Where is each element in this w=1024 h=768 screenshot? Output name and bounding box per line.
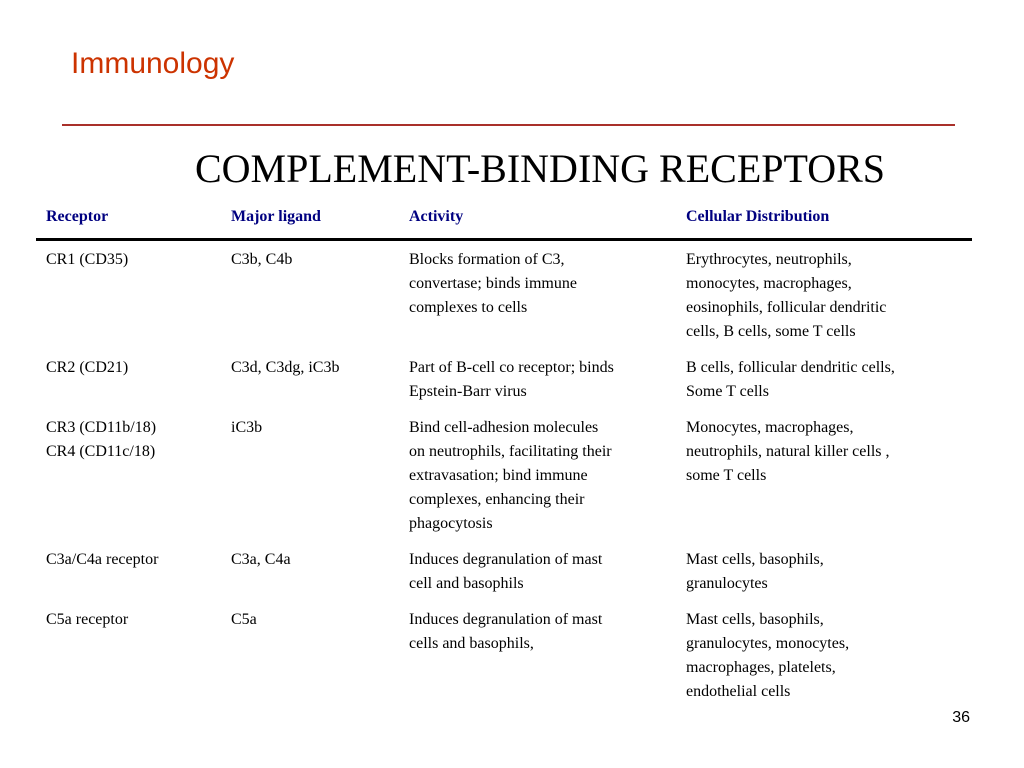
cell-text-line: Induces degranulation of mast	[409, 551, 603, 568]
table-row	[36, 608, 972, 704]
cell-cellular-distribution	[686, 416, 966, 488]
cell-text-line: CR4 (CD11c/18)	[46, 443, 156, 460]
cell-text-line: cell and basophils	[409, 575, 524, 592]
cell-major-ligand	[231, 416, 406, 440]
cell-cellular-distribution	[686, 608, 966, 704]
cell-cellular-distribution	[686, 356, 966, 404]
cell-text-line: convertase; binds immune	[409, 275, 577, 292]
cell-major-ligand	[231, 248, 406, 272]
cell-text-line: CR2 (CD21)	[46, 359, 129, 376]
cell-text-line: C3b, C4b	[231, 251, 293, 268]
cell-text-line: C5a receptor	[46, 611, 129, 628]
table-row	[36, 356, 972, 416]
cell-text-line: on neutrophils, facilitating their	[409, 443, 612, 460]
cell-major-ligand	[231, 608, 406, 632]
cell-receptor	[46, 608, 226, 632]
column-header-activity: Activity	[409, 208, 464, 225]
cell-cellular-distribution	[686, 248, 966, 344]
cell-activity	[409, 416, 674, 536]
cell-text-line: granulocytes, monocytes,	[686, 635, 850, 652]
column-header-major-ligand: Major ligand	[231, 208, 321, 225]
cell-text-line: Some T cells	[686, 383, 769, 400]
table-row	[36, 548, 972, 608]
cell-text-line: Blocks formation of C3,	[409, 251, 565, 268]
cell-text-line: some T cells	[686, 467, 767, 484]
cell-text-line: CR1 (CD35)	[46, 251, 129, 268]
cell-text-line: endothelial cells	[686, 683, 791, 700]
cell-text-line: complexes, enhancing their	[409, 491, 585, 508]
cell-text-line: CR3 (CD11b/18)	[46, 419, 157, 436]
cell-text-line: complexes to cells	[409, 299, 528, 316]
cell-activity	[409, 548, 674, 596]
cell-text-line: Erythrocytes, neutrophils,	[686, 251, 852, 268]
cell-text-line: Part of B-cell co receptor; binds	[409, 359, 614, 376]
cell-text-line: C3d, C3dg, iC3b	[231, 359, 340, 376]
cell-text-line: Mast cells, basophils,	[686, 611, 824, 628]
cell-activity	[409, 608, 674, 656]
table-header	[36, 200, 972, 241]
cell-receptor	[46, 356, 226, 380]
cell-receptor	[46, 416, 226, 464]
cell-text-line: monocytes, macrophages,	[686, 275, 852, 292]
cell-text-line: C3a/C4a receptor	[46, 551, 159, 568]
cell-receptor	[46, 248, 226, 272]
table-row	[36, 416, 972, 548]
cell-text-line: Mast cells, basophils,	[686, 551, 824, 568]
cell-activity	[409, 248, 674, 320]
cell-major-ligand	[231, 548, 406, 572]
cell-text-line: eosinophils, follicular dendritic	[686, 299, 887, 316]
cell-text-line: Bind cell-adhesion molecules	[409, 419, 599, 436]
cell-cellular-distribution	[686, 548, 966, 596]
cell-text-line: Epstein-Barr virus	[409, 383, 527, 400]
slide-title: COMPLEMENT-BINDING RECEPTORS	[194, 146, 886, 191]
cell-text-line: B cells, follicular dendritic cells,	[686, 359, 895, 376]
cell-text-line: granulocytes	[686, 575, 768, 592]
cell-text-line: cells and basophils,	[409, 635, 534, 652]
column-header-cellular-distribution: Cellular Distribution	[686, 208, 830, 225]
course-title: Immunology	[71, 47, 235, 80]
cell-text-line: cells, B cells, some T cells	[686, 323, 856, 340]
cell-text-line: iC3b	[231, 419, 263, 436]
cell-activity	[409, 356, 674, 404]
page-number: 36	[952, 709, 970, 726]
table-body	[36, 248, 972, 704]
cell-text-line: C5a	[231, 611, 257, 628]
cell-text-line: Monocytes, macrophages,	[686, 419, 854, 436]
cell-text-line: neutrophils, natural killer cells ,	[686, 443, 890, 460]
header-divider	[62, 124, 955, 126]
cell-major-ligand	[231, 356, 406, 380]
cell-text-line: C3a, C4a	[231, 551, 291, 568]
cell-text-line: extravasation; bind immune	[409, 467, 588, 484]
table-row	[36, 248, 972, 356]
cell-text-line: Induces degranulation of mast	[409, 611, 603, 628]
column-header-receptor: Receptor	[46, 208, 109, 225]
cell-receptor	[46, 548, 226, 572]
cell-text-line: phagocytosis	[409, 515, 493, 532]
cell-text-line: macrophages, platelets,	[686, 659, 836, 676]
